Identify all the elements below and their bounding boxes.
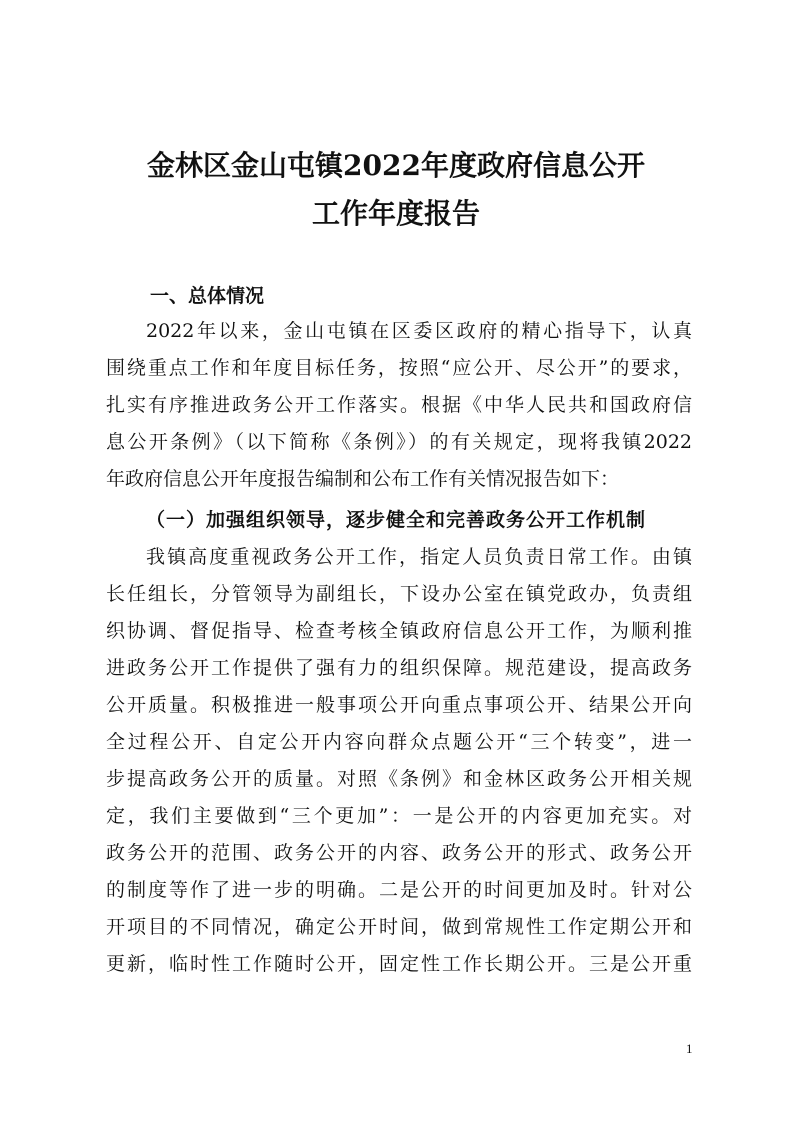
paragraph-line: 步提高政务公开的质量。对照《条例》和金林区政务公开相关规 — [106, 768, 692, 790]
paragraph-line: 织协调、督促指导、检查考核全镇政府信息公开工作，为顺利推 — [106, 620, 692, 642]
paragraph-line: 长任组长，分管领导为副组长，下设办公室在镇党政办，负责组 — [106, 583, 692, 605]
paragraph-line: 2022年以来，金山屯镇在区委区政府的精心指导下，认真 — [146, 320, 692, 342]
page-number: 1 — [686, 1041, 693, 1056]
paragraph-line: 围绕重点工作和年度目标任务，按照“应公开、尽公开”的要求， — [106, 357, 692, 379]
subsection-heading-organization: （一）加强组织领导，逐步健全和完善政务公开工作机制 — [146, 509, 647, 531]
paragraph-line: 公开质量。积极推进一般事项公开向重点事项公开、结果公开向 — [106, 694, 692, 716]
section-heading-overview: 一、总体情况 — [150, 285, 265, 307]
paragraph-line: 息公开条例》（以下简称《条例》）的有关规定，现将我镇2022 — [106, 431, 692, 453]
paragraph-line: 开项目的不同情况，确定公开时间，做到常规性工作定期公开和 — [106, 916, 692, 938]
paragraph-line: 更新，临时性工作随时公开，固定性工作长期公开。三是公开重 — [106, 953, 692, 975]
paragraph-line: 的制度等作了进一步的明确。二是公开的时间更加及时。针对公 — [106, 879, 692, 901]
paragraph-line: 我镇高度重视政务公开工作，指定人员负责日常工作。由镇 — [146, 546, 692, 568]
paragraph-line: 扎实有序推进政务公开工作落实。根据《中华人民共和国政府信 — [106, 394, 692, 416]
paragraph-line: 定，我们主要做到“三个更加”：一是公开的内容更加充实。对 — [106, 805, 692, 827]
paragraph-line: 全过程公开、自定公开内容向群众点题公开“三个转变”，进一 — [106, 731, 692, 753]
paragraph-line: 年政府信息公开年度报告编制和公布工作有关情况报告如下： — [106, 468, 620, 490]
paragraph-line: 进政务公开工作提供了强有力的组织保障。规范建设，提高政务 — [106, 657, 692, 679]
paragraph-line: 政务公开的范围、政务公开的内容、政务公开的形式、政务公开 — [106, 842, 692, 864]
document-title-line-1: 金林区金山屯镇2022年度政府信息公开 — [147, 149, 645, 182]
document-title-line-2: 工作年度报告 — [311, 197, 480, 230]
